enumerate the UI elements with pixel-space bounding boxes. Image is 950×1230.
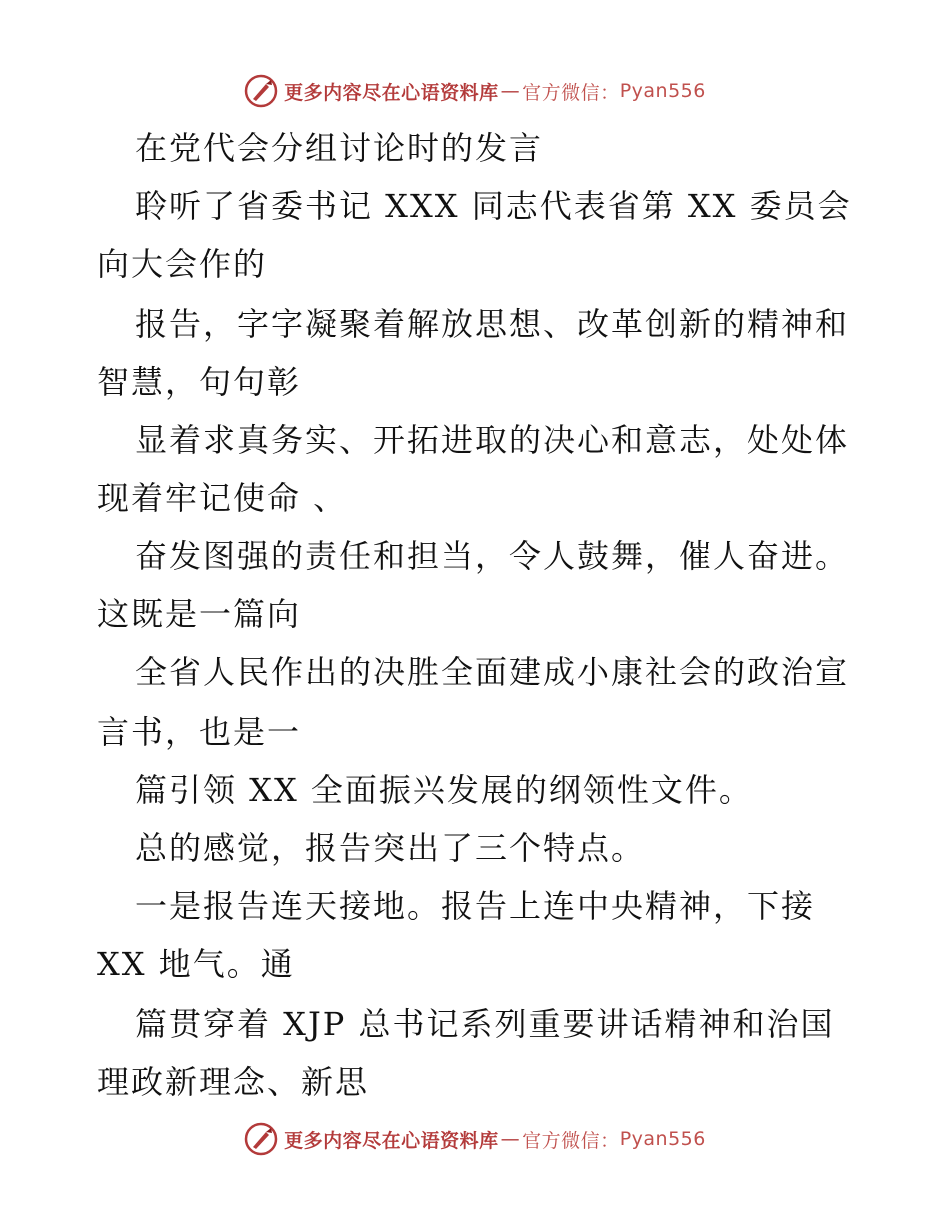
text-line: 全省人民作出的决胜全面建成小康社会的政治宣 <box>135 653 850 691</box>
watermark-label: 官方微信： <box>522 81 620 104</box>
watermark-brand: 更多内容尽在心语资料库 <box>284 81 499 104</box>
document-title: 在党代会分组讨论时的发言 <box>135 129 544 167</box>
watermark-label: 官方微信： <box>522 1129 620 1152</box>
text-line: 言书，也是一 <box>97 713 302 751</box>
text-line: 报告，字字凝聚着解放思想、改革创新的精神和 <box>135 305 850 343</box>
quill-logo-icon <box>244 1122 278 1156</box>
text-line: 聆听了省委书记 XXX 同志代表省第 XX 委员会 <box>135 187 852 225</box>
text-line: 奋发图强的责任和担当，令人鼓舞，催人奋进。 <box>135 537 850 575</box>
text-line: 篇贯穿着 XJP 总书记系列重要讲话精神和治国 <box>135 1005 835 1043</box>
watermark-separator: — <box>500 1128 521 1150</box>
watermark-account: Pyan556 <box>619 1128 706 1150</box>
watermark-brand: 更多内容尽在心语资料库 <box>284 1129 499 1152</box>
text-line: 显着求真务实、开拓进取的决心和意志，处处体 <box>135 421 850 459</box>
watermark-separator: — <box>500 80 521 102</box>
text-line: 总的感觉，报告突出了三个特点。 <box>135 829 646 867</box>
text-line: 这既是一篇向 <box>97 595 302 633</box>
text-line: 智慧，句句彰 <box>97 363 302 401</box>
text-line: 一是报告连天接地。报告上连中央精神，下接 <box>135 887 816 925</box>
watermark-account: Pyan556 <box>619 80 706 102</box>
text-line: 理政新理念、新思 <box>97 1063 370 1101</box>
footer-watermark <box>0 1119 950 1159</box>
text-line: 篇引领 XX 全面振兴发展的纲领性文件。 <box>135 771 753 809</box>
quill-logo-icon <box>244 74 278 108</box>
text-line: XX 地气。通 <box>97 945 295 983</box>
header-watermark <box>0 71 950 111</box>
text-line: 现着牢记使命 、 <box>97 479 348 517</box>
text-line: 向大会作的 <box>97 245 268 283</box>
